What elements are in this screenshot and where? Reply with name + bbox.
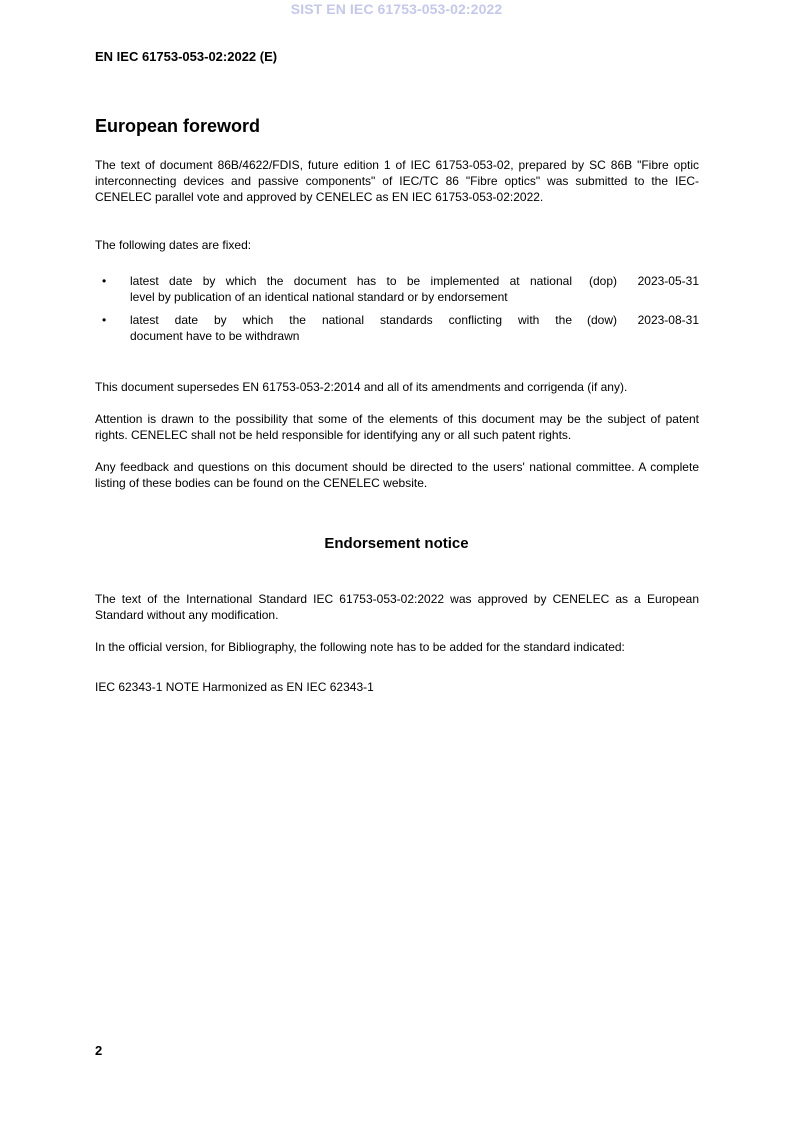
- list-item-dop: [95, 273, 699, 305]
- foreword-intro-paragraph: The text of document 86B/4622/FDIS, future edition 1 of IEC 61753-053-02, prepared by SC 86B "Fibre optic interconnecting devices and passive components" of IEC/TC 86 "Fibre optics" was submitted to the IEC-CENELEC parallel vote and approved by CENELEC as EN IEC 61753-053-02:2022.: [95, 158, 699, 204]
- page-number: 2: [95, 1043, 103, 1058]
- foreword-heading: European foreword: [95, 116, 261, 136]
- dates-list: [95, 273, 699, 351]
- list-item-text-line2: level by publication of an identical national standard or by endorsement: [130, 290, 508, 304]
- bibliography-note: IEC 62343-1 NOTE Harmonized as EN IEC 62343-1: [95, 680, 374, 694]
- list-item-text-line1: latest date by which the national standards conflicting with the: [130, 313, 572, 327]
- date-code: (dop): [588, 274, 617, 288]
- dates-intro-paragraph: The following dates are fixed:: [95, 238, 252, 252]
- endorsement-paragraph: The text of the International Standard IEC 61753-053-02:2022 was approved by CENELEC as a European Standard without any modification.: [95, 592, 699, 622]
- feedback-paragraph: Any feedback and questions on this document should be directed to the users' national committee. A complete listing of these bodies can be found on the CENELEC website.: [95, 460, 699, 490]
- watermark: SIST EN IEC 61753-053-02:2022: [290, 1, 503, 17]
- list-item-dow: [95, 312, 699, 344]
- document-header: EN IEC 61753-053-02:2022 (E): [95, 49, 278, 64]
- bullet-icon: •: [102, 274, 107, 288]
- patent-paragraph: Attention is drawn to the possibility that some of the elements of this document may be the subject of patent rights. CENELEC shall not be held responsible for identifying any or all such patent rights.: [95, 412, 699, 442]
- list-item-text: [130, 312, 572, 344]
- bullet-icon: •: [102, 313, 107, 327]
- endorsement-heading: Endorsement notice: [324, 535, 469, 552]
- bibliography-intro-paragraph: In the official version, for Bibliography, the following note has to be added for the standard indicated:: [95, 640, 625, 654]
- list-item-text-line2: document have to be withdrawn: [130, 329, 300, 343]
- supersedes-paragraph: This document supersedes EN 61753-053-2:2014 and all of its amendments and corrigenda (if any).: [95, 380, 628, 394]
- date-value: 2023-08-31: [637, 313, 699, 327]
- list-item-text-line1: latest date by which the document has to be implemented at national: [130, 274, 572, 288]
- date-code: (dow): [586, 313, 617, 327]
- list-item-text: [130, 273, 572, 305]
- date-value: 2023-05-31: [637, 274, 699, 288]
